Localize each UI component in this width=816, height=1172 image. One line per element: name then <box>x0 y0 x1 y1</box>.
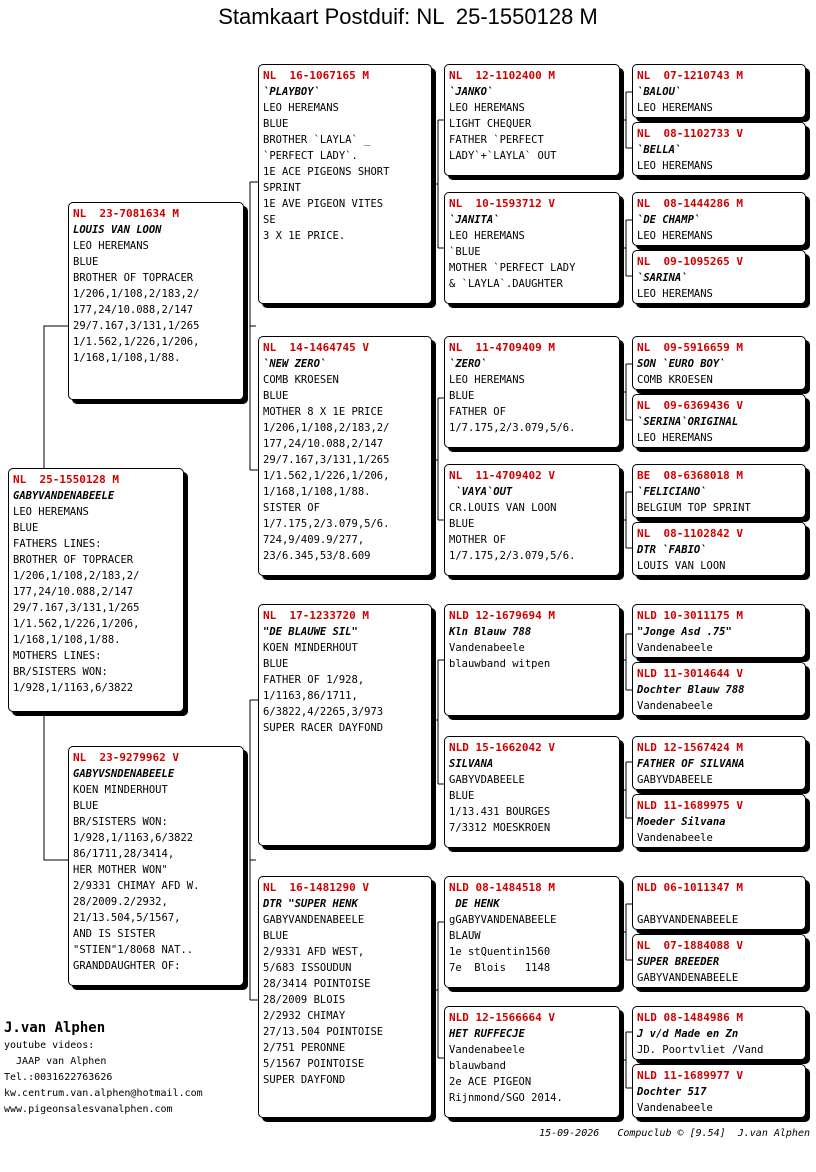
pigeon-name: `NEW ZERO` <box>263 358 327 370</box>
ring-number: NL 16-1067165 M <box>263 69 369 82</box>
ring-number: NL 12-1102400 M <box>449 69 555 82</box>
pigeon-name: "DE BLAUWE SIL" <box>263 626 358 638</box>
info-line: 1/1.562,1/226,1/206, <box>13 618 140 630</box>
ring-number: NLD 11-1689977 V <box>637 1069 743 1082</box>
ring-number: NLD 12-1566664 V <box>449 1011 555 1024</box>
info-line: BELGIUM TOP SPRINT <box>637 502 751 514</box>
pigeon-name: Moeder Silvana <box>637 816 726 828</box>
info-line: 29/7.167,3/131,1/265 <box>73 320 200 332</box>
pigeon-name: Dochter 517 <box>637 1086 707 1098</box>
ring-number: NL 07-1210743 M <box>637 69 743 82</box>
pigeon-card-g5[interactable] <box>632 336 806 390</box>
ring-number: NL 08-1102842 V <box>637 527 743 540</box>
pigeon-name: HET RUFFECJE <box>449 1028 525 1040</box>
pigeon-card-father[interactable] <box>68 202 244 400</box>
pigeon-card-g14[interactable] <box>632 934 806 988</box>
pigeon-card-mfm[interactable] <box>444 736 620 848</box>
pigeon-name: Dochter Blauw 788 <box>637 684 745 696</box>
info-line: "STIEN"1/8068 NAT.. <box>73 944 194 956</box>
pigeon-card-g8[interactable] <box>632 522 806 576</box>
ring-number: NL 07-1884088 V <box>637 939 743 952</box>
info-line: LEO HEREMANS <box>637 432 713 444</box>
website-link[interactable]: www.pigeonsalesvanalphen.com <box>4 1104 173 1115</box>
info-line: BLUE <box>449 790 475 802</box>
pigeon-name <box>637 896 801 912</box>
info-line: 2e ACE PIGEON <box>449 1076 532 1088</box>
info-line: BR/SISTERS WON: <box>13 666 108 678</box>
pigeon-card-ffm[interactable] <box>444 192 620 304</box>
info-line: LIGHT CHEQUER <box>449 118 532 130</box>
info-line: SISTER OF <box>263 502 320 514</box>
pigeon-name: GABYVANDENABEELE <box>13 490 115 502</box>
pigeon-name: LOUIS VAN LOON <box>73 224 162 236</box>
info-line: MOTHER OF <box>449 534 506 546</box>
info-line: LADY`+`LAYLA` OUT <box>449 150 557 162</box>
info-line: BROTHER OF TOPRACER <box>73 272 194 284</box>
info-line: Vandenabeele <box>637 642 713 654</box>
info-line: BROTHER OF TOPRACER <box>13 554 134 566</box>
pigeon-card-g11[interactable] <box>632 736 806 790</box>
pigeon-name: SILVANA <box>449 758 494 770</box>
info-line: 1/168,1/108,1/88. <box>13 634 121 646</box>
ring-number: NL 23-7081634 M <box>73 207 179 220</box>
info-line: BROTHER `LAYLA` _ <box>263 134 371 146</box>
info-line: LEO HEREMANS <box>637 102 713 114</box>
print-stamp: 15-09-2026 Compuclub © [9.54] J.van Alphen <box>539 1128 810 1139</box>
info-line: 5/683 ISSOUDUN <box>263 962 352 974</box>
pigeon-card-mm[interactable] <box>258 876 432 1118</box>
pigeon-name: `SARINA` <box>637 272 688 284</box>
info-line: MOTHER `PERFECT LADY <box>449 262 576 274</box>
info-line: FATHER OF 1/928, <box>263 674 365 686</box>
youtube-label: youtube videos: <box>4 1040 95 1051</box>
info-line: LEO HEREMANS <box>637 160 713 172</box>
info-line: BLUE <box>263 930 289 942</box>
info-line: blauwband <box>449 1060 506 1072</box>
ring-number: NLD 11-1689975 V <box>637 799 743 812</box>
info-line: 7e Blois 1148 <box>449 962 551 974</box>
info-line: MOTHERS LINES: <box>13 650 102 662</box>
info-line: 724,9/409.9/277, <box>263 534 365 546</box>
info-line: 1/13.431 BOURGES <box>449 806 551 818</box>
info-line: 177,24/10.088,2/147 <box>263 438 384 450</box>
info-line: GABYVDABEELE <box>637 774 713 786</box>
info-line: LEO HEREMANS <box>263 102 339 114</box>
info-line: 7/3312 MOESKROEN <box>449 822 551 834</box>
info-line: SUPER RACER DAYFOND <box>263 722 384 734</box>
info-line: 1/206,1/108,2/183,2/ <box>13 570 140 582</box>
info-line: 1/206,1/108,2/183,2/ <box>263 422 390 434</box>
info-line: 177,24/10.088,2/147 <box>13 586 134 598</box>
pigeon-name: FATHER OF SILVANA <box>637 758 745 770</box>
info-line: 2/2932 CHIMAY <box>263 1010 346 1022</box>
info-line: LEO HEREMANS <box>13 506 89 518</box>
ring-number: NLD 06-1011347 M <box>637 881 743 894</box>
info-line: & `LAYLA`.DAUGHTER <box>449 278 563 290</box>
pigeon-card-g9[interactable] <box>632 604 806 658</box>
info-line: BLUE <box>263 118 289 130</box>
pigeon-card-mmf[interactable] <box>444 876 620 988</box>
pigeon-name: `ZERO` <box>449 358 487 370</box>
info-line: BLUE <box>449 518 475 530</box>
pigeon-name: `SERINA`ORIGINAL <box>637 416 739 428</box>
pigeon-name: "Jonge Asd .75" <box>637 626 732 638</box>
youtube-channel: JAAP van Alphen <box>4 1056 107 1067</box>
info-line: 1E ACE PIGEONS SHORT <box>263 166 390 178</box>
info-line: 1/7.175,2/3.079,5/6. <box>449 422 576 434</box>
info-line: 27/13.504 POINTOISE <box>263 1026 384 1038</box>
info-line: 28/3414 POINTOISE <box>263 978 371 990</box>
info-line: LEO HEREMANS <box>449 374 525 386</box>
pigeon-card-main[interactable] <box>8 468 184 712</box>
pigeon-card-mff[interactable] <box>444 604 620 716</box>
ring-number: NL 08-1444286 M <box>637 197 743 210</box>
info-line: LEO HEREMANS <box>637 288 713 300</box>
info-line: 1E AVE PIGEON VITES <box>263 198 384 210</box>
info-line: KOEN MINDERHOUT <box>263 642 358 654</box>
ring-number: NLD 12-1679694 M <box>449 609 555 622</box>
pigeon-name: DTR `FABIO` <box>637 544 707 556</box>
info-line: LEO HEREMANS <box>449 102 525 114</box>
info-line: KOEN MINDERHOUT <box>73 784 168 796</box>
pigeon-card-g13[interactable] <box>632 876 806 930</box>
pigeon-name: DTR "SUPER HENK <box>263 898 358 910</box>
info-line: 28/2009 BLOIS <box>263 994 346 1006</box>
ring-number: BE 08-6368018 M <box>637 469 743 482</box>
pigeon-name: `BELLA` <box>637 144 682 156</box>
breeder-name: J.van Alphen <box>4 1020 106 1036</box>
pigeon-card-g7[interactable] <box>632 464 806 518</box>
info-line: 5/1567 POINTOISE <box>263 1058 365 1070</box>
pigeon-name: `JANKO` <box>449 86 494 98</box>
info-line: GABYVANDENABEELE <box>637 914 739 926</box>
info-line: LEO HEREMANS <box>73 240 149 252</box>
info-line: 29/7.167,3/131,1/265 <box>263 454 390 466</box>
pigeon-card-g6[interactable] <box>632 394 806 448</box>
info-line: GABYVDABEELE <box>449 774 525 786</box>
info-line: 3 X 1E PRICE. <box>263 230 346 242</box>
pigeon-name: `PLAYBOY` <box>263 86 320 98</box>
info-line: LEO HEREMANS <box>637 230 713 242</box>
ring-number: NL 11-4709409 M <box>449 341 555 354</box>
info-line: GRANDDAUGHTER OF: <box>73 960 181 972</box>
info-line: GABYVANDENABEELE <box>637 972 739 984</box>
info-line: Vandenabeele <box>637 832 713 844</box>
pigeon-name: `BALOU` <box>637 86 682 98</box>
ring-number: NLD 08-1484986 M <box>637 1011 743 1024</box>
info-line: MOTHER 8 X 1E PRICE <box>263 406 384 418</box>
ring-number: NL 16-1481290 V <box>263 881 369 894</box>
pigeon-card-mf[interactable] <box>258 604 432 846</box>
info-line: COMB KROESEN <box>263 374 339 386</box>
pigeon-card-fff[interactable] <box>444 64 620 176</box>
info-line: 177,24/10.088,2/147 <box>73 304 194 316</box>
info-line: 1/7.175,2/3.079,5/6. <box>263 518 390 530</box>
info-line: GABYVANDENABEELE <box>263 914 365 926</box>
pigeon-name: GABYVSNDENABEELE <box>73 768 175 780</box>
pigeon-name: SUPER BREEDER <box>637 956 720 968</box>
pigeon-card-ff[interactable] <box>258 64 432 304</box>
info-line: Vandenabeele <box>449 642 525 654</box>
pigeon-card-fmm[interactable] <box>444 464 620 576</box>
info-line: 1/1163,86/1711, <box>263 690 358 702</box>
ring-number: NL 14-1464745 V <box>263 341 369 354</box>
info-line: 2/9331 AFD WEST, <box>263 946 365 958</box>
info-line: Vandenabeele <box>637 1102 713 1114</box>
pigeon-name: `VAYA`OUT <box>449 486 513 498</box>
info-line: LEO HEREMANS <box>449 230 525 242</box>
info-line: 1/168,1/108,1/88. <box>73 352 181 364</box>
info-line: gGABYVANDENABEELE <box>449 914 557 926</box>
pigeon-card-mother[interactable] <box>68 746 244 986</box>
info-line: BLUE <box>73 256 99 268</box>
ring-number: NL 09-5916659 M <box>637 341 743 354</box>
info-line: LOUIS VAN LOON <box>637 560 726 572</box>
info-line: FATHER OF <box>449 406 506 418</box>
ring-number: NL 09-6369436 V <box>637 399 743 412</box>
pigeon-card-fm[interactable] <box>258 336 432 576</box>
pigeon-card-g12[interactable] <box>632 794 806 848</box>
info-line: 28/2009.2/2932, <box>73 896 168 908</box>
info-line: blauwband witpen <box>449 658 551 670</box>
ring-number: NL 09-1095265 V <box>637 255 743 268</box>
pigeon-card-g1[interactable] <box>632 64 806 118</box>
ring-number: NL 23-9279962 V <box>73 751 179 764</box>
pigeon-name: J v/d Made en Zn <box>637 1028 739 1040</box>
pigeon-name: SON `EURO BOY` <box>637 358 726 370</box>
pigeon-card-g15[interactable] <box>632 1006 806 1060</box>
info-line: 1/928,1/1163,6/3822 <box>73 832 194 844</box>
info-line: BR/SISTERS WON: <box>73 816 168 828</box>
info-line: 1/168,1/108,1/88. <box>263 486 371 498</box>
info-line: 1/1.562,1/226,1/206, <box>73 336 200 348</box>
info-line: 6/3822,4/2265,3/973 <box>263 706 384 718</box>
info-line: BLUE <box>73 800 99 812</box>
ring-number: NLD 11-3014644 V <box>637 667 743 680</box>
ring-number: NLD 12-1567424 M <box>637 741 743 754</box>
info-line: FATHERS LINES: <box>13 538 102 550</box>
info-line: 29/7.167,3/131,1/265 <box>13 602 140 614</box>
pigeon-card-mmm[interactable] <box>444 1006 620 1118</box>
info-line: 23/6.345,53/8.609 <box>263 550 371 562</box>
info-line: SE <box>263 214 276 226</box>
info-line: 2/751 PERONNE <box>263 1042 346 1054</box>
info-line: BLUE <box>13 522 39 534</box>
breeder-contact <box>4 1018 203 1118</box>
ring-number: NL 10-1593712 V <box>449 197 555 210</box>
info-line: COMB KROESEN <box>637 374 713 386</box>
pigeon-name: `JANITA` <box>449 214 500 226</box>
ring-number: NL 25-1550128 M <box>13 473 119 486</box>
ring-number: NLD 10-3011175 M <box>637 609 743 622</box>
email-link[interactable]: kw.centrum.van.alphen@hotmail.com <box>4 1088 203 1099</box>
info-line: BLUE <box>263 390 289 402</box>
ring-number: NL 11-4709402 V <box>449 469 555 482</box>
info-line: 1/1.562,1/226,1/206, <box>263 470 390 482</box>
ring-number: NL 08-1102733 V <box>637 127 743 140</box>
pigeon-name: Kln Blauw 788 <box>449 626 532 638</box>
info-line: JD. Poortvliet /Vand <box>637 1044 764 1056</box>
info-line: BLAUW <box>449 930 481 942</box>
info-line: CR.LOUIS VAN LOON <box>449 502 557 514</box>
info-line: 21/13.504,5/1567, <box>73 912 181 924</box>
info-line: 2/9331 CHIMAY AFD W. <box>73 880 200 892</box>
info-line: BLUE <box>449 390 475 402</box>
pigeon-card-g4[interactable] <box>632 250 806 304</box>
ring-number: NLD 08-1484518 M <box>449 881 555 894</box>
ring-number: NL 17-1233720 M <box>263 609 369 622</box>
pigeon-name: `FELICIANO` <box>637 486 707 498</box>
info-line: 1e stQuentin1560 <box>449 946 551 958</box>
pigeon-card-g2[interactable] <box>632 122 806 176</box>
info-line: 1/928,1/1163,6/3822 <box>13 682 134 694</box>
info-line: Rijnmond/SGO 2014. <box>449 1092 563 1104</box>
pigeon-card-g3[interactable] <box>632 192 806 246</box>
info-line: SPRINT <box>263 182 301 194</box>
phone: Tel.:0031622763626 <box>4 1072 113 1083</box>
info-line: FATHER `PERFECT <box>449 134 544 146</box>
pigeon-card-fmf[interactable] <box>444 336 620 448</box>
info-line: Vandenabeele <box>449 1044 525 1056</box>
pigeon-name: DE HENK <box>449 898 500 910</box>
pigeon-name: `DE CHAMP` <box>637 214 701 226</box>
page-title: Stamkaart Postduif: NL 25-1550128 M <box>218 4 598 29</box>
info-line: SUPER DAYFOND <box>263 1074 346 1086</box>
info-line: `BLUE <box>449 246 481 258</box>
pigeon-card-g16[interactable] <box>632 1064 806 1118</box>
pigeon-card-g10[interactable] <box>632 662 806 716</box>
info-line: 86/1711,28/3414, <box>73 848 175 860</box>
info-line: 1/7.175,2/3.079,5/6. <box>449 550 576 562</box>
info-line: BLUE <box>263 658 289 670</box>
info-line: 1/206,1/108,2/183,2/ <box>73 288 200 300</box>
info-line: `PERFECT LADY`. <box>263 150 358 162</box>
info-line: HER MOTHER WON" <box>73 864 168 876</box>
info-line: Vandenabeele <box>637 700 713 712</box>
info-line: AND IS SISTER <box>73 928 156 940</box>
ring-number: NLD 15-1662042 V <box>449 741 555 754</box>
